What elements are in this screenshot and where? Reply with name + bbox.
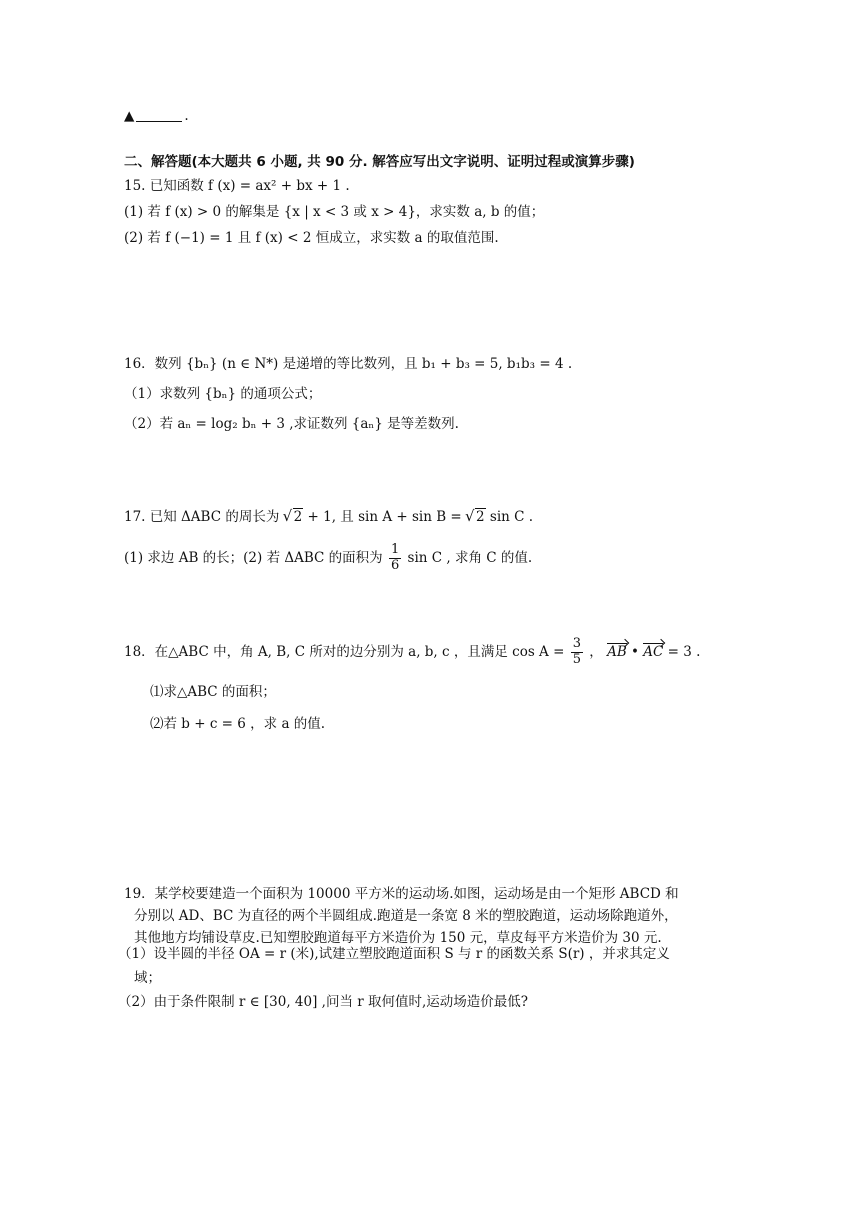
sqrt-two: √ 2 [466, 511, 486, 525]
q18-stem: 18．在△ABC 中，角 A, B, C 所对的边分别为 a, b, c ，且满足 cos A = $\frac{3}{5}$ ， AB • AC = 3 . [124, 636, 701, 667]
section-heading: 二、解答题(本大题共 6 小题, 共 90 分. 解答应写出文字说明、证明过程或演算步骤) [124, 154, 635, 170]
q15-stem: 15. 已知函数 f (x) = ax² + bx + 1 . [124, 178, 350, 194]
fraction-one-sixth: $\frac{1}{6}$ [390, 542, 400, 573]
q15-part1: (1) 若 f (x) > 0 的解集是 {x | x < 3 或 x > 4}，求实数 a, b 的值； [124, 204, 545, 220]
fill-blank-line: ▲ . [124, 108, 189, 124]
q15-part2: (2) 若 f (−1) = 1 且 f (x) < 2 恒成立，求实数 a 的取值范围. [124, 230, 499, 246]
q16-part1: （1）求数列 {bₙ} 的通项公式； [124, 386, 322, 402]
q19-line2: 分别以 AD、BC 为直径的两个半圆组成.跑道是一条宽 8 米的塑胶跑道，运动场除跑道外， [134, 908, 678, 924]
q19-line1: 19．某学校要建造一个面积为 10000 平方米的运动场.如图，运动场是由一个矩形 ABCD 和 [124, 886, 679, 902]
q19-line4: （1）设半圆的半径 OA = r (米),试建立塑胶跑道面积 S 与 r 的函数关系 S(r) ，并求其定义 [118, 946, 670, 962]
q19-line3: 其他地方均铺设草皮.已知塑胶跑道每平方米造价为 150 元，草皮每平方米造价为 30 元. [134, 930, 662, 946]
vector-ab: AB [607, 643, 627, 660]
q18-part1: ⑴求△ABC 的面积； [150, 684, 276, 700]
q19-line6: （2）由于条件限制 r ∈ [30, 40] ,问当 r 取何值时,运动场造价最低? [118, 994, 529, 1010]
answer-blank [136, 120, 182, 122]
q18-part2: ⑵若 b + c = 6 ，求 a 的值. [150, 716, 326, 732]
sqrt-two: √ 2 [284, 511, 304, 525]
vector-ac: AC [643, 643, 664, 660]
triangle-marker-icon: ▲ [124, 108, 135, 124]
q16-stem: 16．数列 {bₙ} (n ∈ N*) 是递增的等比数列，且 b₁ + b₃ = 5, b₁b₃ = 4 . [124, 356, 573, 372]
q17-parts: (1) 求边 AB 的长；(2) 若 ΔABC 的面积为 $\frac{1}{6}$ sin C , 求角 C 的值. [124, 542, 533, 573]
fraction-three-fifths: $\frac{3}{5}$ [572, 636, 581, 667]
q19-line5: 域； [134, 970, 161, 986]
q16-part2: （2）若 aₙ = log₂ bₙ + 3 ,求证数列 {aₙ} 是等差数列. [124, 416, 459, 432]
q17-stem: 17. 已知 ΔABC 的周长为 √ 2 + 1, 且 sin A + sin B = √ 2 sin C . [124, 511, 533, 525]
